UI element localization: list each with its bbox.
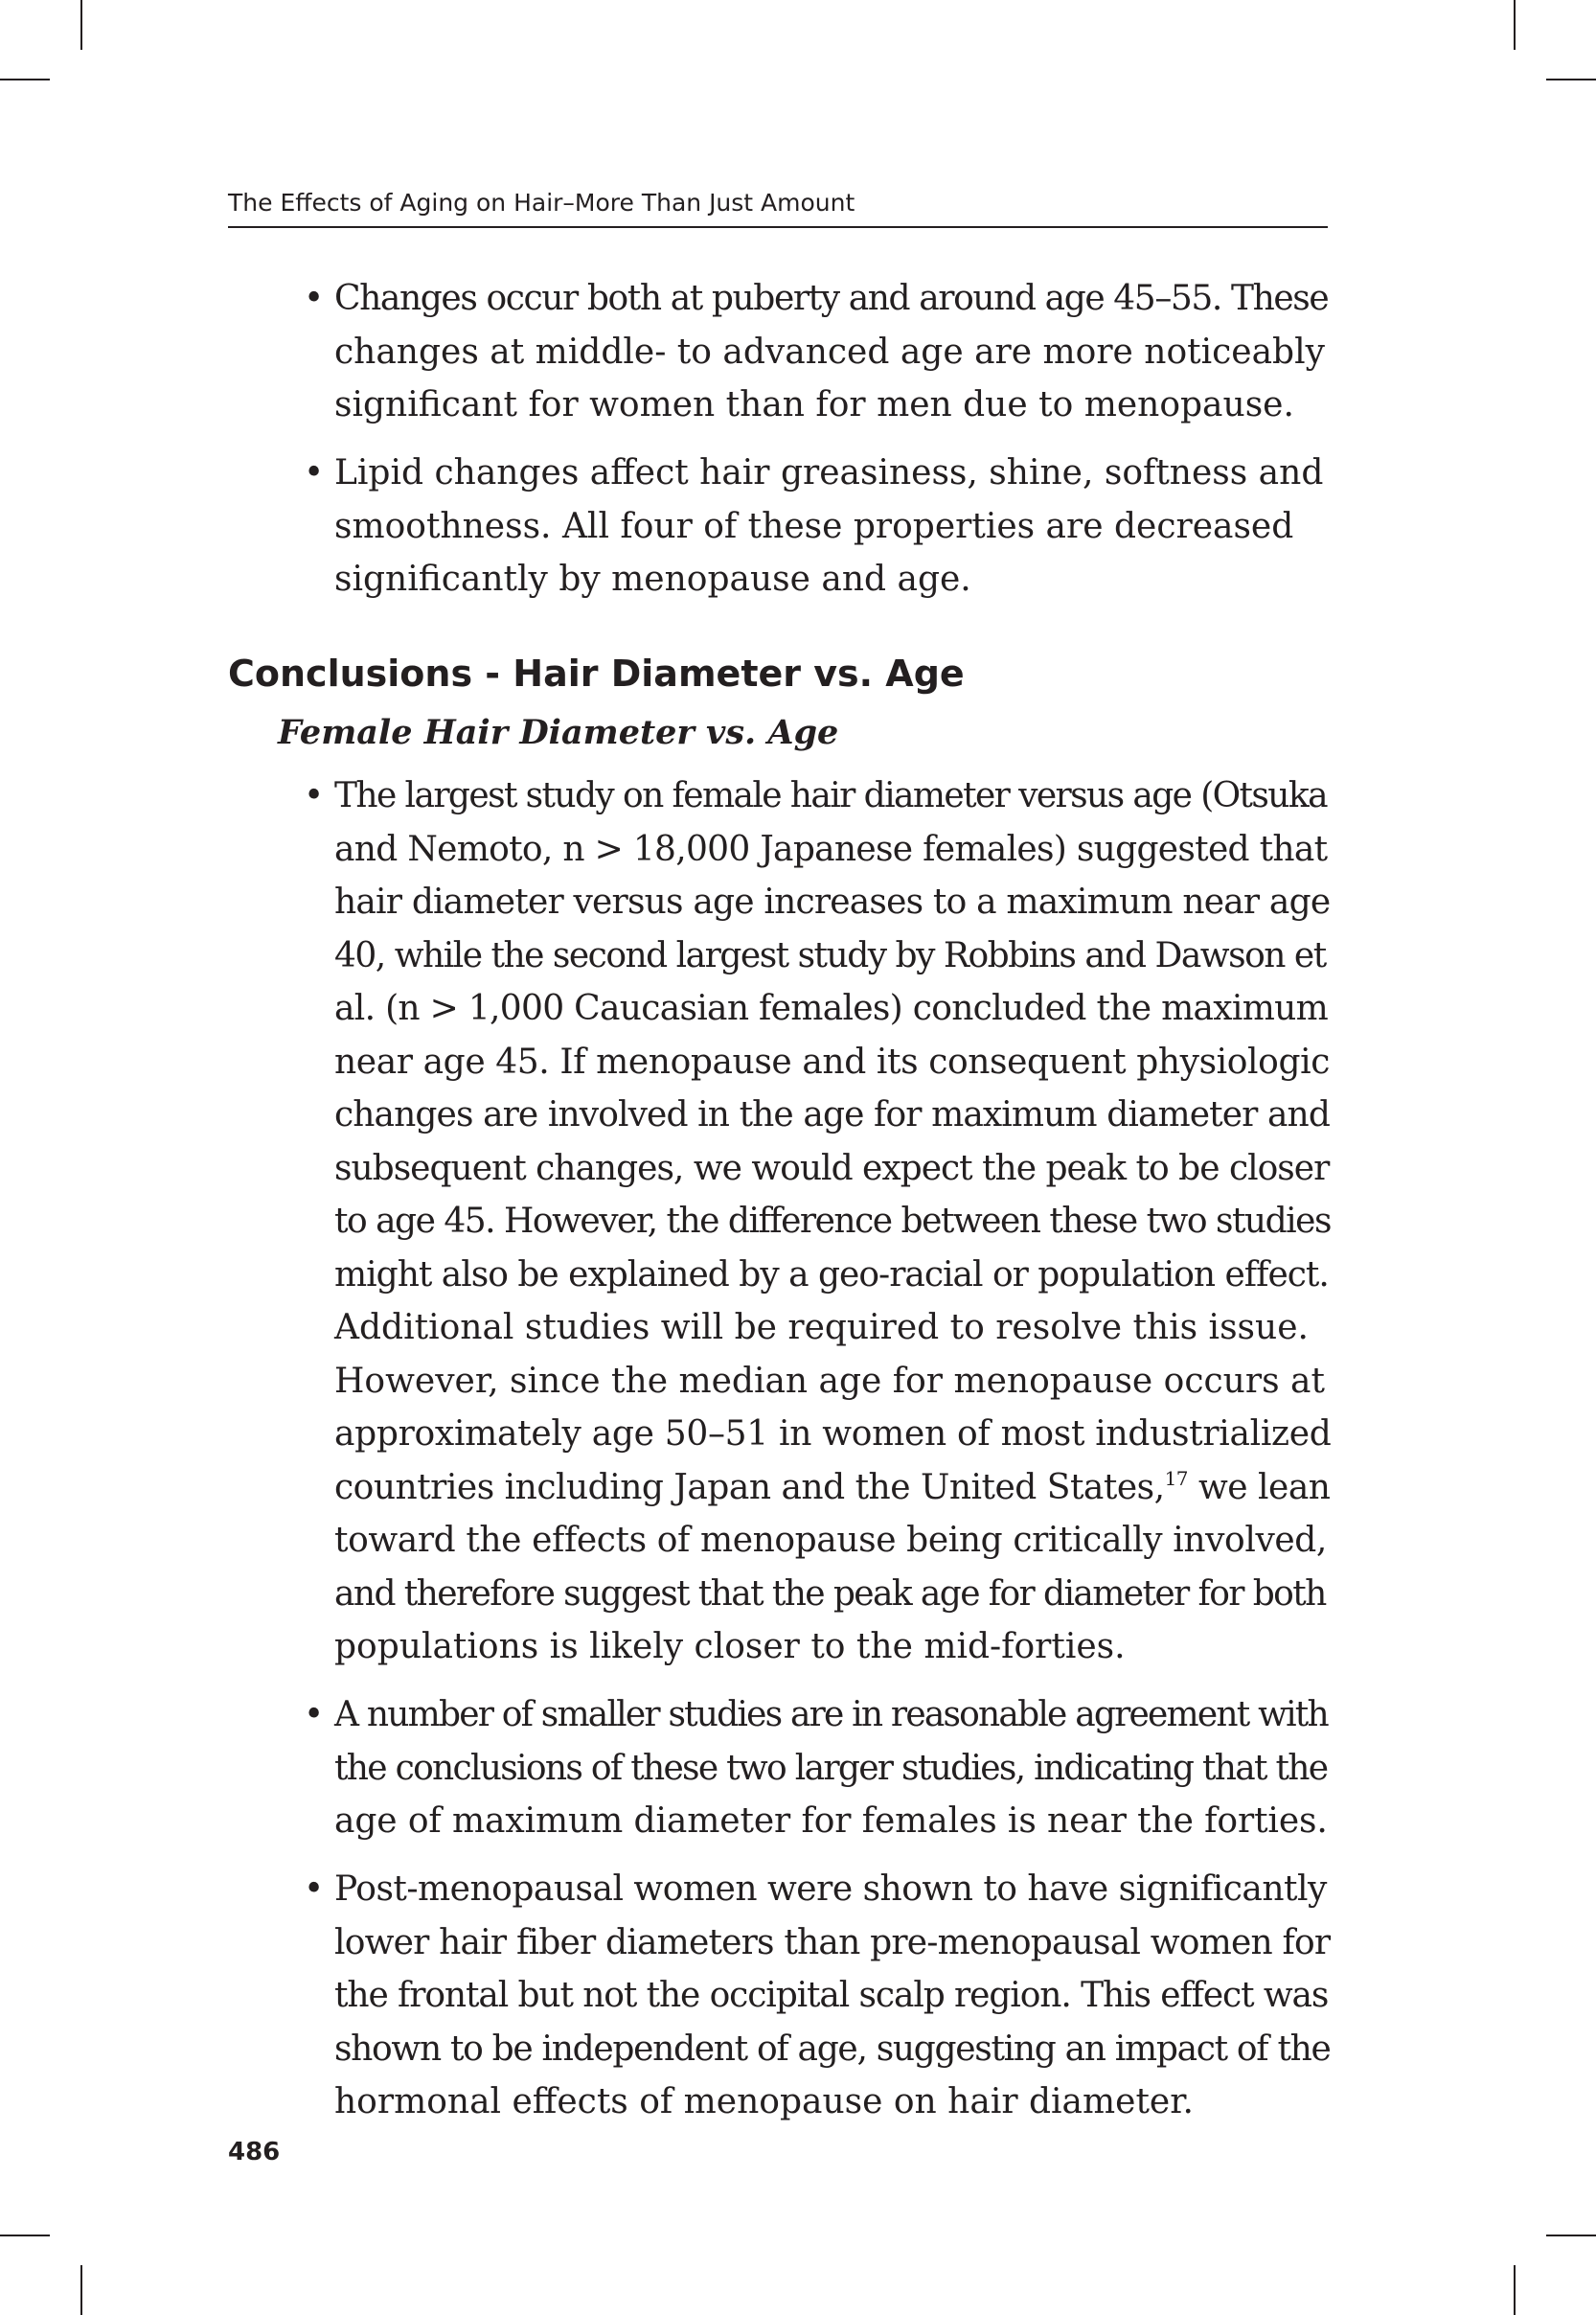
- text-line: Post-menopausal women were shown to have significantly: [334, 1869, 1327, 1909]
- crop-mark: [0, 2235, 50, 2236]
- text-line: smoothness. All four of these properties are decreased: [334, 506, 1294, 546]
- text-line-with-footnote: [334, 1461, 1331, 1515]
- header-rule: [228, 226, 1328, 228]
- text-line: significant for women than for men due to menopause.: [334, 385, 1294, 424]
- bullet-item: [304, 272, 1331, 432]
- text-line: age of maximum diameter for females is near the forties.: [334, 1801, 1328, 1841]
- text-line: the frontal but not the occipital scalp region. This effect was: [334, 1976, 1329, 2015]
- subsection-heading: Female Hair Diameter vs. Age: [278, 713, 839, 752]
- text-line: lower hair fiber diameters than pre-menopausal women for: [334, 1922, 1331, 1962]
- text-line: A number of smaller studies are in reasonable agreement with: [334, 1695, 1328, 1734]
- text-line: hormonal effects of menopause on hair diameter.: [334, 2082, 1194, 2121]
- bullet-marker: •: [304, 453, 325, 493]
- text-line: to age 45. However, the difference between these two studies: [334, 1202, 1331, 1241]
- bullet-item: [304, 1688, 1331, 1848]
- text-line: significantly by menopause and age.: [334, 560, 971, 599]
- text-line: populations is likely closer to the mid-forties.: [334, 1627, 1126, 1666]
- text-line: the conclusions of these two larger studies, indicating that the: [334, 1748, 1328, 1788]
- text-line: near age 45. If menopause and its consequent physiologic: [334, 1042, 1330, 1082]
- crop-mark: [80, 2265, 82, 2315]
- bullet-item: [304, 447, 1331, 607]
- crop-mark: [1546, 79, 1596, 80]
- text-line: Additional studies will be required to resolve this issue.: [334, 1308, 1309, 1347]
- footnote-ref[interactable]: 17: [1164, 1466, 1189, 1490]
- crop-mark: [1514, 2265, 1516, 2315]
- text-line: shown to be independent of age, suggesting an impact of the: [334, 2028, 1331, 2069]
- running-head: The Effects of Aging on Hair–More Than Just Amount: [228, 189, 855, 217]
- bullet-marker: •: [304, 776, 325, 815]
- bullet-marker: •: [304, 1869, 325, 1909]
- text-line: and therefore suggest that the peak age for diameter for both: [334, 1573, 1326, 1614]
- crop-mark: [1514, 0, 1516, 50]
- text-line: Lipid changes affect hair greasiness, shine, softness and: [334, 453, 1324, 493]
- text-line: might also be explained by a geo-racial or population effect.: [334, 1254, 1329, 1295]
- bullet-marker: •: [304, 1695, 325, 1734]
- text-line: hair diameter versus age increases to a maximum near age: [334, 882, 1331, 922]
- text-line: Changes occur both at puberty and around age 45–55. These: [334, 279, 1329, 318]
- crop-mark: [80, 0, 82, 50]
- section-heading: Conclusions - Hair Diameter vs. Age: [228, 653, 965, 695]
- text-line: However, since the median age for menopause occurs at: [334, 1361, 1325, 1401]
- crop-mark: [1546, 2235, 1596, 2236]
- text-segment: countries including Japan and the United States,: [334, 1467, 1165, 1507]
- text-line: changes are involved in the age for maximum diameter and: [334, 1095, 1330, 1135]
- bullet-marker: •: [304, 279, 325, 318]
- text-line: changes at middle- to advanced age are more noticeably: [334, 332, 1325, 372]
- bullet-item: [304, 1863, 1331, 2129]
- text-line: al. (n > 1,000 Caucasian females) concluded the maximum: [334, 989, 1329, 1028]
- text-line: subsequent changes, we would expect the peak to be closer: [334, 1148, 1330, 1188]
- bullet-item: [304, 769, 1332, 1674]
- text-segment: we lean: [1188, 1467, 1331, 1507]
- crop-mark: [0, 79, 50, 80]
- text-line: The largest study on female hair diameter versus age (Otsuka: [334, 776, 1327, 815]
- text-line: approximately age 50–51 in women of most industrialized: [334, 1414, 1332, 1454]
- page-number: 486: [228, 2138, 281, 2166]
- text-line: and Nemoto, n > 18,000 Japanese females) suggested that: [334, 829, 1328, 869]
- text-line: 40, while the second largest study by Robbins and Dawson et: [334, 935, 1326, 975]
- text-line: toward the effects of menopause being critically involved,: [334, 1521, 1327, 1560]
